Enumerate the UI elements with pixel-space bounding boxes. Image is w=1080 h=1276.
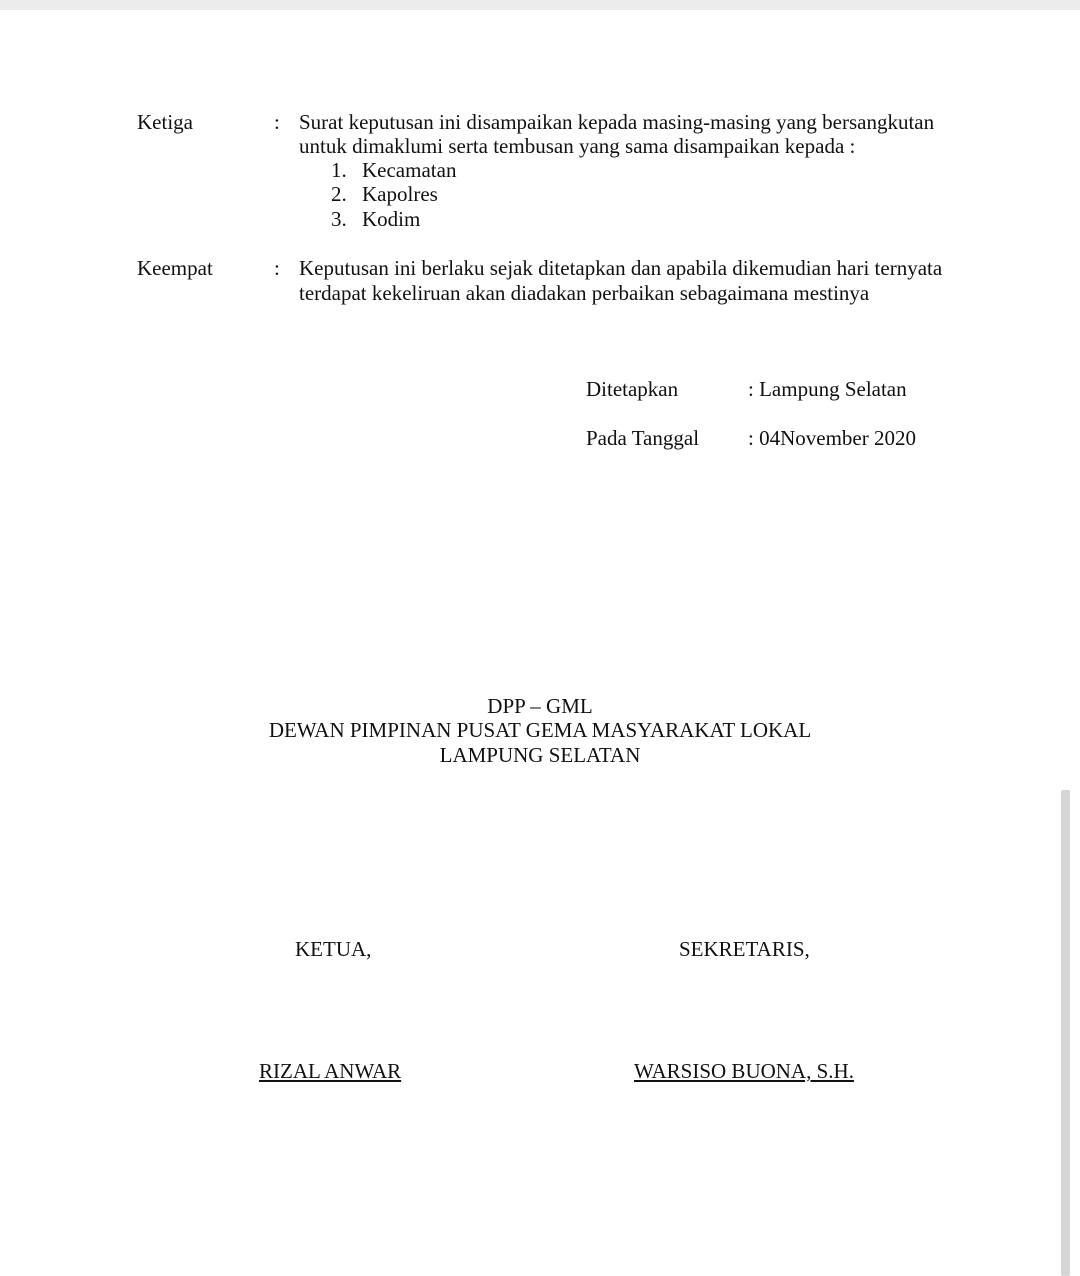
decision-text-line: terdapat kekeliruan akan diadakan perbaikan sebagaimana mestinya	[299, 281, 870, 305]
decision-label: Keempat	[137, 256, 213, 280]
list-number: 3.	[331, 207, 347, 231]
list-item: Kodim	[362, 207, 421, 231]
list-number: 2.	[331, 182, 347, 206]
top-edge-bar	[0, 0, 1080, 10]
chair-name: RIZAL ANWAR	[259, 1059, 402, 1083]
chair-title: KETUA,	[295, 937, 372, 961]
enacted-place-label: Ditetapkan	[586, 377, 679, 401]
secretary-title: SEKRETARIS,	[679, 937, 810, 961]
enacted-date-label: Pada Tanggal	[586, 426, 700, 450]
decision-text-line: untuk dimaklumi serta tembusan yang sama disampaikan kepada :	[299, 134, 856, 158]
org-region: LAMPUNG SELATAN	[439, 743, 641, 767]
list-item: Kecamatan	[362, 158, 457, 182]
list-number: 1.	[331, 158, 347, 182]
decision-text-line: Surat keputusan ini disampaikan kepada masing-masing yang bersangkutan	[299, 110, 935, 134]
list-item: Kapolres	[362, 182, 438, 206]
vertical-scrollbar[interactable]	[1061, 790, 1070, 1276]
enacted-date-value: : 04November 2020	[748, 426, 916, 450]
org-full-name: DEWAN PIMPINAN PUSAT GEMA MASYARAKAT LOKAL	[268, 718, 812, 742]
secretary-name: WARSISO BUONA, S.H.	[634, 1059, 854, 1083]
decision-text-line: Keputusan ini berlaku sejak ditetapkan dan apabila dikemudian hari ternyata	[299, 256, 943, 280]
decision-label: Ketiga	[137, 110, 193, 134]
decision-colon: :	[274, 256, 280, 280]
enacted-place-value: : Lampung Selatan	[748, 377, 907, 401]
org-abbreviation: DPP – GML	[487, 694, 593, 718]
decision-colon: :	[274, 110, 280, 134]
